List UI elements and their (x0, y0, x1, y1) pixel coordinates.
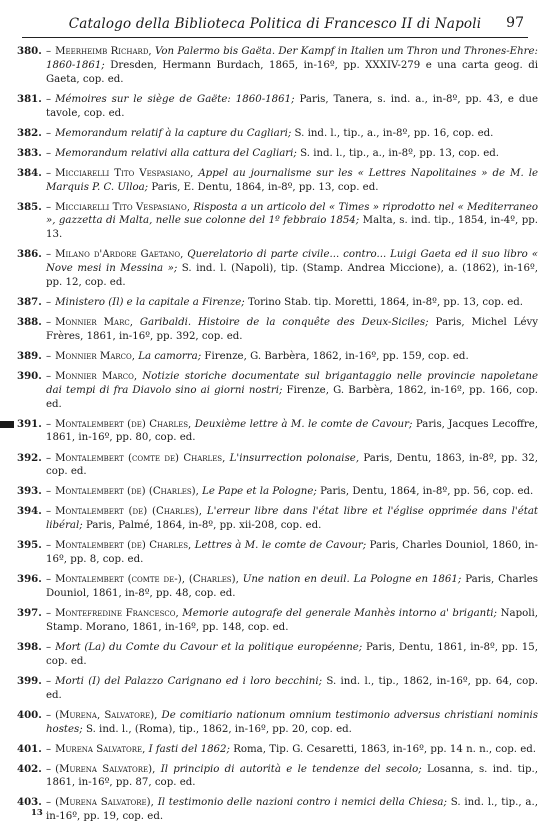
entry-imprint: Paris, Dentu, 1864, in-8º, pp. 56, cop. ed. (320, 486, 534, 498)
entry-author: Montalembert (comte de-), (Charles), (55, 574, 239, 586)
entry-number: 386. (17, 248, 42, 261)
catalog-entry (0, 607, 550, 635)
running-title: Catalogo della Biblioteca Politica di Francesco II di Napoli (68, 16, 482, 32)
catalog-entry (0, 167, 550, 195)
entry-number: 395. (17, 539, 42, 552)
entry-imprint: Paris, E. Dentu, 1864, in-8º, pp. 13, cop. ed. (151, 181, 379, 193)
entry-author: (Murena, Salvatore), (55, 709, 158, 721)
catalog-entry (0, 418, 550, 446)
entry-dash: – (46, 93, 52, 105)
entry-imprint: S. ind. l., (Roma), tip., 1862, in-16º, pp. 20, cop. ed. (85, 723, 352, 735)
entry-author: Montalembert (de) (Charles), (55, 506, 203, 518)
entry-title: I fasti del 1862; (148, 743, 230, 755)
entry-author: Micciarelli Tito Vespasiano, (55, 167, 194, 179)
entry-number: 391. (17, 417, 42, 430)
catalog-entry (0, 573, 550, 601)
entry-title: Notizie storiche documentate sul brigantaggio nelle provincie napoletane dai tempi di fra Diavolo sino ai giorni nostri; (46, 370, 538, 396)
catalog-entry (0, 505, 550, 533)
entry-imprint: Firenze, G. Barbèra, 1862, in-16º, pp. 159, cop. ed. (204, 350, 469, 362)
entry-author: (Murena Salvatore), (55, 763, 156, 775)
catalog-entry (0, 93, 550, 121)
entry-dash: – (46, 709, 52, 721)
entry-number: 381. (17, 92, 42, 105)
entry-title: Mort (La) du Comte du Cavour et la politique européenne; (55, 641, 363, 653)
entry-dash: – (46, 452, 52, 464)
entry-imprint: Paris, Charles Douniol, 1861, in-8º, pp. 48, cop. ed. (46, 574, 538, 599)
entry-title: Le Pape et la Pologne; (202, 486, 317, 498)
entry-number: 398. (17, 640, 42, 653)
entry-number: 403. (17, 796, 42, 809)
page-number: 97 (506, 15, 524, 31)
entry-title: La camorra; (138, 350, 202, 362)
entry-number: 399. (17, 674, 42, 687)
entry-dash: – (46, 147, 52, 159)
entry-author: Montalembert (de) (Charles), (55, 486, 199, 498)
signature-mark: 13 (31, 808, 43, 818)
entry-imprint: Paris, Jacques Lecoffre, 1861, in-16º, pp. 80, cop. ed. (46, 418, 538, 444)
entry-author: Micciarelli Tito Vespasiano, (55, 201, 191, 213)
entry-imprint: Napoli, Stamp. Morano, 1861, in-16º, pp. 148, cop. ed. (46, 608, 538, 633)
entry-author: Montalembert (de) Charles, (55, 540, 192, 552)
entry-dash: – (46, 249, 52, 261)
entry-imprint: Paris, Palmé, 1864, in-8º, pp. xii-208, cop. ed. (85, 520, 322, 532)
entry-dash: – (46, 486, 52, 498)
entry-imprint: Malta, s. ind. tip., 1854, in-4º, pp. 13. (46, 215, 538, 241)
entry-author: Monnier Marco, (55, 350, 135, 362)
entry-imprint: Paris, Michel Lévy Frères, 1861, in-16º, pp. 392, cop. ed. (46, 317, 539, 342)
entry-title: Ministero (Il) e la capitale a Firenze; (55, 296, 245, 308)
entry-title: Appel au journalisme sur les « Lettres Napolitaines » de M. le Marquis P. C. Ulloa; (46, 167, 538, 193)
entry-title: Querelatorio di parte civile... contro... Luigi Gaeta ed il suo libro « Nove mesi in Messina »; (46, 249, 538, 275)
catalog-entry (0, 296, 550, 310)
catalog-entry (0, 201, 550, 243)
entry-dash: – (46, 350, 52, 362)
page-header (22, 10, 528, 36)
entry-number: 385. (17, 200, 42, 213)
catalog-entry (0, 743, 550, 757)
catalog-entry (0, 641, 550, 669)
catalog-entry (0, 452, 550, 480)
entry-imprint: S. ind. l., tip., a., in-8º, pp. 13, cop. ed. (300, 147, 499, 159)
entry-title: Morti (I) del Palazzo Carignano ed i loro becchini; (55, 675, 323, 687)
margin-marker (0, 421, 14, 428)
entry-title: Memorandum relatif à la capture du Cagliari; (55, 127, 292, 139)
entry-imprint: Paris, Dentu, 1863, in-8º, pp. 32, cop. ed. (46, 452, 538, 478)
entry-title: Deuxième lettre à M. le comte de Cavour; (194, 418, 413, 430)
entry-title: Lettres à M. le comte de Cavour; (194, 540, 367, 552)
entry-number: 392. (17, 451, 42, 464)
entry-dash: – (46, 201, 52, 213)
catalog-entry (0, 539, 550, 567)
entry-number: 393. (17, 485, 42, 498)
entry-imprint: S. ind. l., tip., a., in-8º, pp. 16, cop. ed. (294, 127, 494, 139)
catalog-entry (0, 675, 550, 703)
entry-author: Meerheimb Richard, (55, 46, 152, 57)
entry-title: Garibaldi. Histoire de la conquête des Deux-Siciles; (139, 317, 429, 328)
entry-number: 397. (17, 607, 42, 620)
entry-title: L'erreur libre dans l'état libre et l'église opprimée dans l'état libéral; (46, 506, 539, 532)
entry-imprint: S. ind. l., tip., a., in-16º, pp. 19, cop. ed. (46, 797, 538, 823)
entry-author: Montalembert (de) Charles, (55, 418, 192, 430)
catalog-entry (0, 370, 550, 412)
entry-title: Il testimonio delle nazioni contro i nemici della Chiesa; (157, 797, 447, 809)
entry-number: 382. (17, 126, 42, 139)
entry-dash: – (46, 797, 52, 809)
entry-imprint: Firenze, G. Barbèra, 1862, in-16º, pp. 166, cop. ed. (46, 384, 538, 410)
entry-author: (Murena Salvatore), (55, 797, 154, 809)
entry-imprint: S. ind. l., tip., 1862, in-16º, pp. 64, cop. ed. (46, 675, 538, 701)
catalog-entry (0, 316, 550, 344)
entry-number: 383. (17, 146, 42, 159)
entry-dash: – (46, 46, 52, 57)
entry-dash: – (46, 574, 52, 586)
entry-dash: – (46, 540, 52, 552)
entry-imprint: Paris, Dentu, 1861, in-8º, pp. 15, cop. ed. (46, 641, 539, 667)
entry-dash: – (46, 418, 52, 430)
entry-dash: – (46, 743, 52, 755)
catalog-entry (0, 763, 550, 791)
entry-imprint: Dresden, Hermann Burdach, 1865, in-16º, pp. XXXIV-279 e una carta geog. di Gaeta, cop. ed. (46, 59, 538, 85)
entry-dash: – (46, 675, 52, 687)
catalog-entry (0, 709, 550, 737)
catalog-entry (0, 485, 550, 499)
entry-list (0, 45, 550, 830)
entry-number: 390. (17, 369, 42, 382)
entry-dash: – (46, 608, 52, 620)
entry-number: 384. (17, 166, 42, 179)
entry-title: Une nation en deuil. La Pologne en 1861; (242, 574, 462, 586)
catalog-entry (0, 147, 550, 161)
entry-number: 400. (17, 708, 42, 721)
catalog-entry (0, 45, 550, 87)
entry-dash: – (46, 763, 52, 775)
entry-title: Von Palermo bis Gaëta. Der Kampf in Italien um Thron und Thrones-Ehre: 1860-1861; (46, 46, 538, 71)
entry-imprint: Paris, Charles Douniol, 1860, in-16º, pp. 8, cop. ed. (46, 540, 538, 566)
entry-dash: – (46, 506, 52, 518)
entry-number: 401. (17, 742, 42, 755)
catalog-entry (0, 796, 550, 824)
entry-title: Memorie autografe del generale Manhès intorno a' briganti; (182, 608, 497, 620)
entry-dash: – (46, 317, 52, 328)
entry-title: De comitiario nationum omnium testimonio adversus christiani nominis hostes; (46, 709, 538, 735)
entry-author: Milano d'Ardore Gaetano, (55, 249, 184, 261)
entry-number: 394. (17, 505, 42, 518)
catalog-entry (0, 127, 550, 141)
entry-dash: – (46, 641, 52, 653)
entry-number: 402. (17, 762, 42, 775)
entry-imprint: Paris, Tanera, s. ind. a., in-8º, pp. 43, e due tavole, cop. ed. (46, 93, 538, 119)
entry-author: Murena Salvatore, (55, 743, 146, 755)
entry-author: Montefredine Francesco, (55, 608, 179, 620)
entry-imprint: Roma, Tip. G. Cesaretti, 1863, in-16º, pp. 14 n. n., cop. ed. (233, 743, 537, 755)
entry-number: 389. (17, 349, 42, 362)
entry-title: Memorandum relativi alla cattura del Cagliari; (55, 147, 297, 159)
entry-dash: – (46, 296, 52, 308)
entry-author: Monnier Marco, (55, 370, 138, 382)
entry-title: L'insurrection polonaise, (229, 452, 360, 464)
entry-number: 396. (17, 573, 42, 586)
entry-number: 387. (17, 295, 42, 308)
entry-author: Montalembert (comte de) Charles, (55, 452, 226, 464)
entry-dash: – (46, 167, 52, 179)
catalog-entry (0, 350, 550, 364)
entry-number: 388. (17, 316, 42, 328)
entry-title: Il principio di autorità e le tendenze del secolo; (160, 763, 422, 775)
catalog-entry (0, 248, 550, 290)
entry-number: 380. (17, 45, 42, 57)
entry-author: Monnier Marc, (55, 317, 133, 328)
entry-imprint: S. ind. l. (Napoli), tip. (Stamp. Andrea Miccione), a. (1862), in-16º, pp. 12, cop. ed. (46, 263, 538, 288)
entry-imprint: Torino Stab. tip. Moretti, 1864, in-8º, pp. 13, cop. ed. (247, 296, 524, 308)
entry-title: Mémoires sur le siège de Gaëte: 1860-1861; (55, 93, 295, 105)
entry-title: Risposta a un articolo del « Times » riprodotto nel « Mediterraneo », gazzetta di Malta, nelle sue colonne del 1º febbraio 1854; (46, 201, 538, 227)
entry-dash: – (46, 127, 52, 139)
entry-imprint: Losanna, s. ind. tip., 1861, in-16º, pp. 87, cop. ed. (46, 763, 538, 789)
entry-dash: – (46, 370, 52, 382)
header-rule (22, 37, 528, 38)
